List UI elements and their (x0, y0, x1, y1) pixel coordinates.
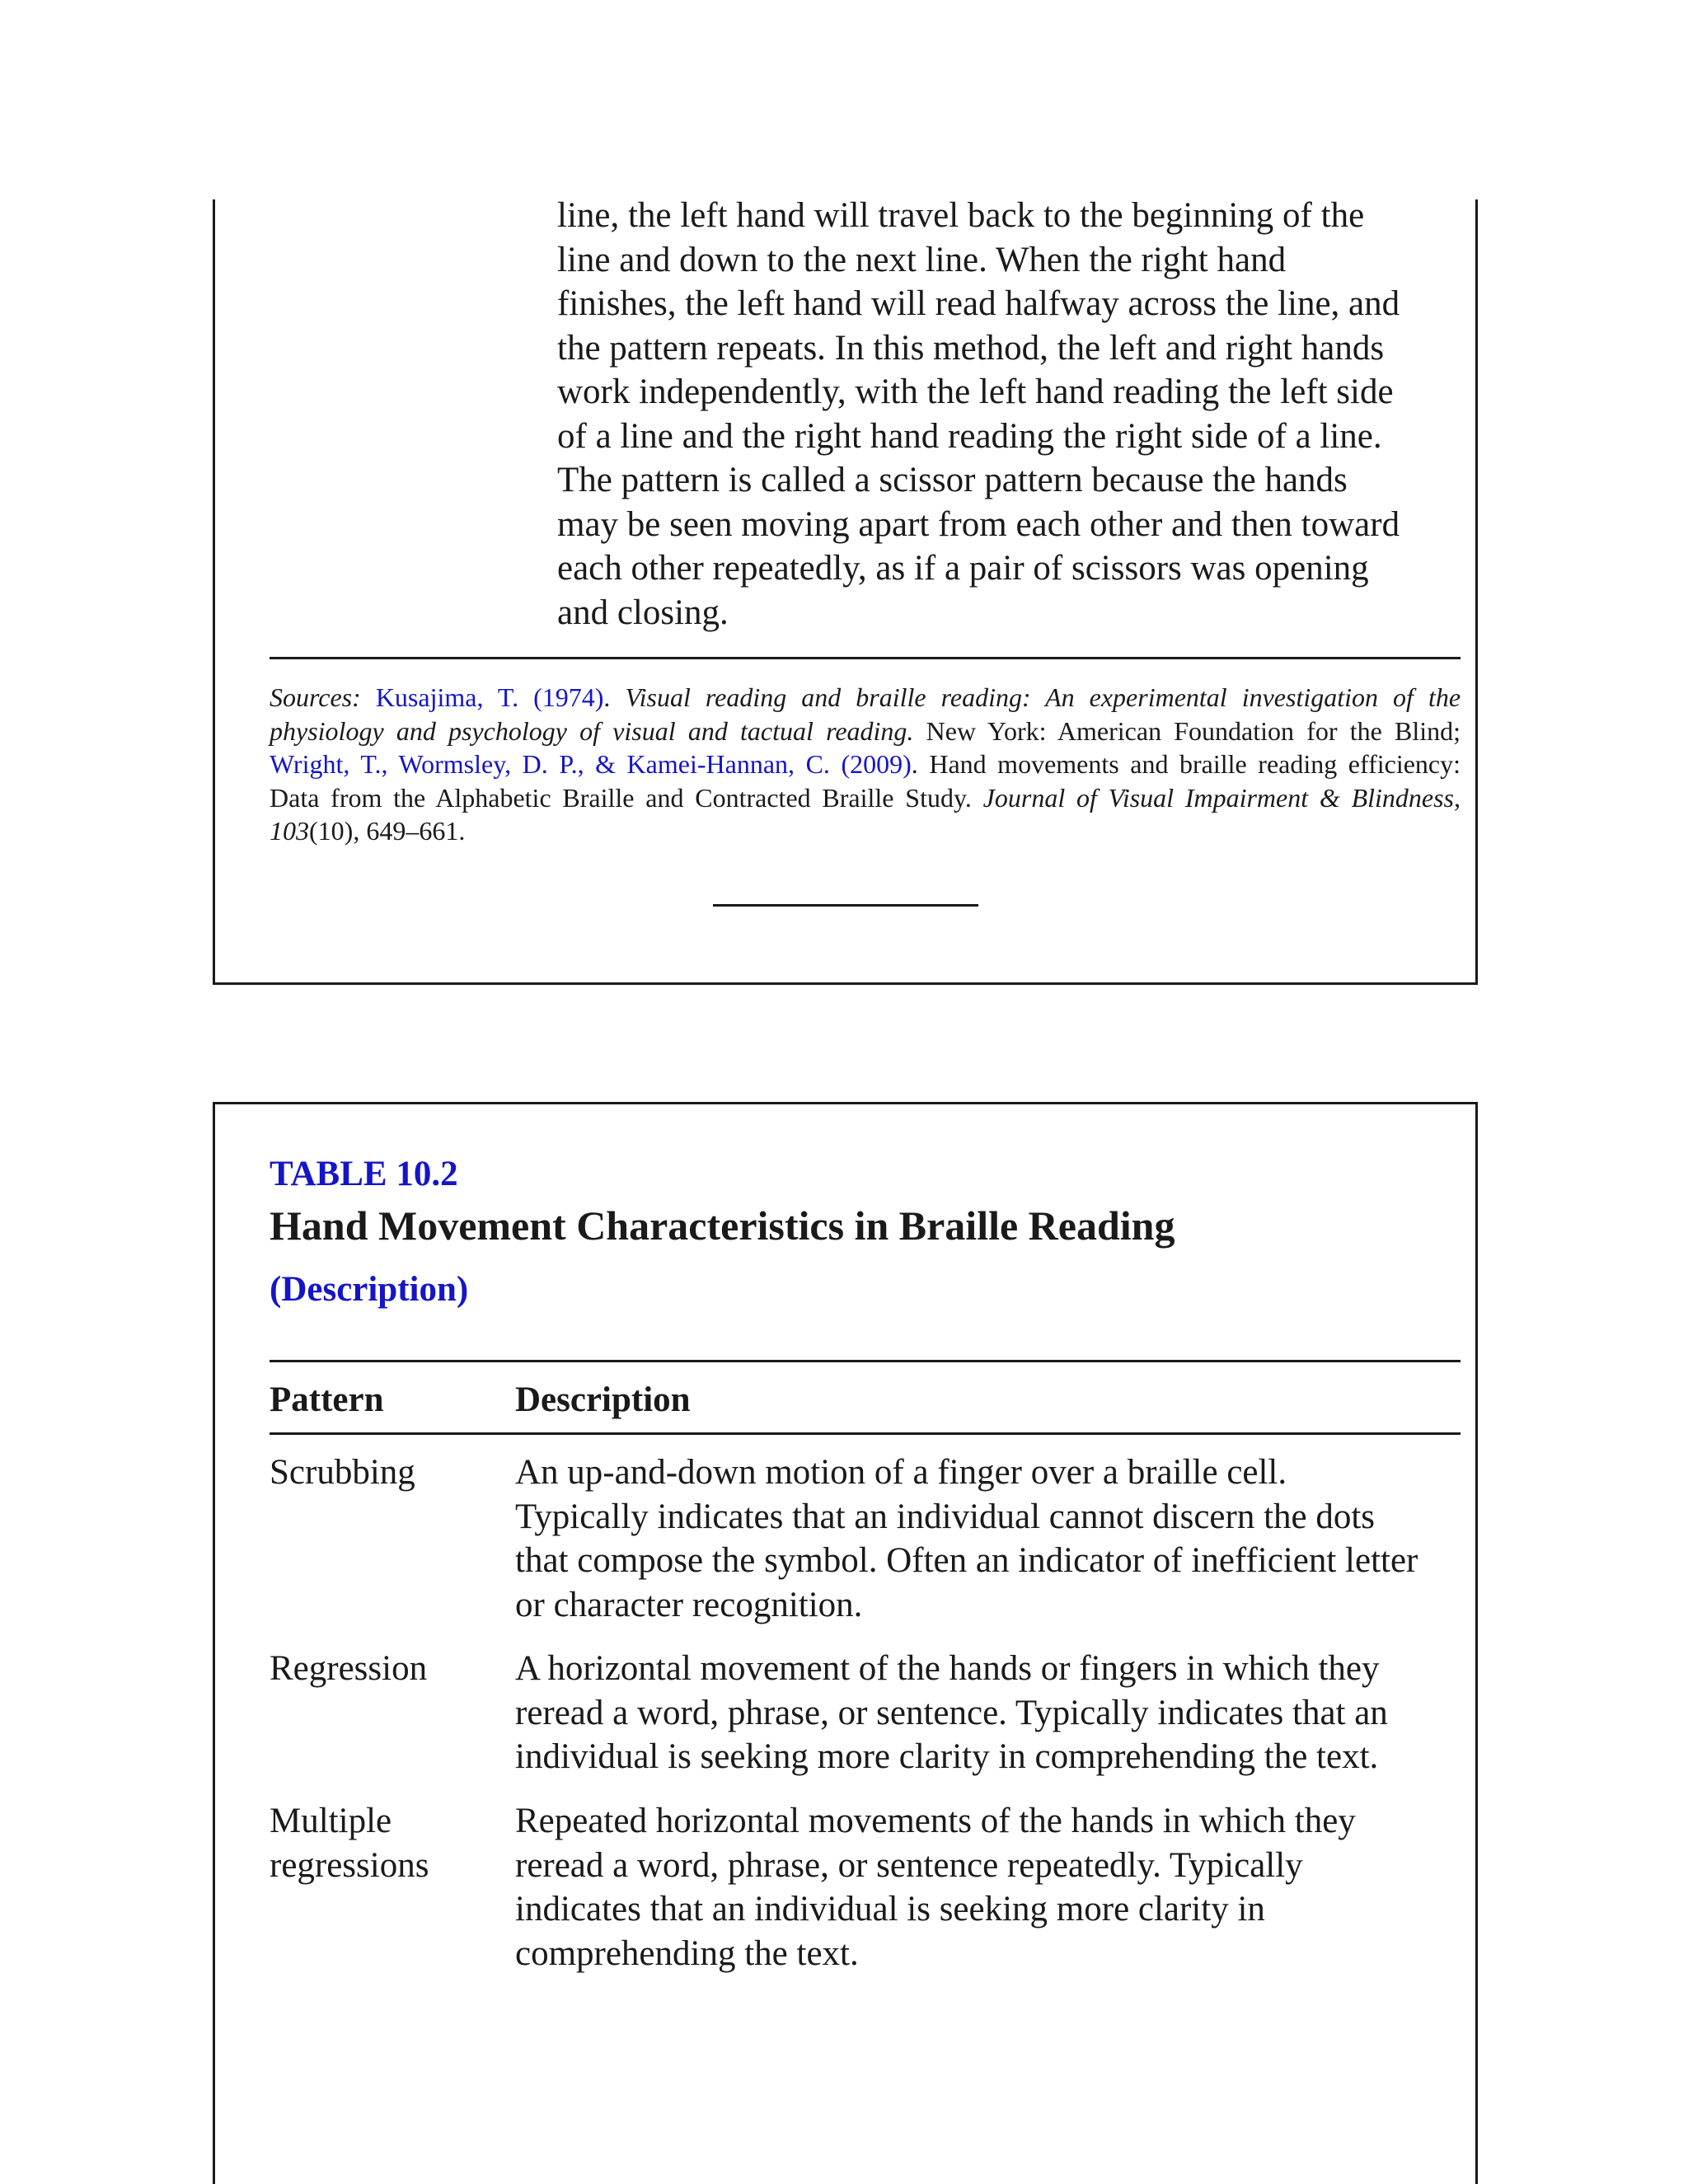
ref2-journal: Journal of Visual Impairment & Blindness, (982, 782, 1461, 813)
description-cell (515, 1799, 1463, 1975)
description-line: individual is seeking more clarity in comprehending the text. (515, 1737, 1379, 1776)
continued-line: The pattern is called a scissor pattern because the hands (557, 461, 1348, 499)
ref2-title-b: Data from the Alphabetic Braille and Contracted Braille Study. (270, 782, 972, 813)
continued-line: of a line and the right hand reading the right side of a line. (557, 416, 1382, 456)
sources-divider (270, 657, 1461, 659)
description-line: Typically indicates that an individual cannot discern the dots (515, 1497, 1376, 1536)
continued-line: the pattern repeats. In this method, the left and right hands (557, 328, 1385, 368)
pattern-line: Multiple (270, 1802, 392, 1840)
description-line: reread a word, phrase, or sentence. Typically indicates that an (515, 1693, 1388, 1732)
pattern-cell: Regression (270, 1649, 428, 1688)
ref2-title-a: Hand movements and braille reading efficiency: (929, 749, 1461, 779)
continued-line: line and down to the next line. When the right hand (557, 240, 1287, 279)
continued-line: each other repeatedly, as if a pair of scissors was opening (557, 549, 1369, 588)
ref2-volume: 103 (270, 816, 309, 846)
table-box (213, 1102, 1478, 2184)
table-title: Hand Movement Characteristics in Braille Reading (270, 1202, 1175, 1249)
ref1-title-b: physiology and psychology of visual and tactual reading. (270, 715, 914, 746)
sources-line (270, 715, 1461, 748)
sources-line (270, 681, 1461, 715)
description-line: that compose the symbol. Often an indicator of inefficient letter (515, 1541, 1418, 1580)
ref1-period: . (603, 682, 611, 712)
sources-line (270, 814, 1461, 848)
column-header-pattern: Pattern (270, 1380, 384, 1419)
description-cell (515, 1647, 1463, 1779)
continued-line: may be seen moving apart from each other and then toward (557, 504, 1400, 544)
sources-line (270, 748, 1461, 781)
description-line: or character recognition. (515, 1585, 863, 1624)
continued-paragraph (557, 194, 1447, 635)
description-line: Repeated horizontal movements of the hands in which they (515, 1802, 1356, 1840)
continued-line: work independently, with the left hand reading the left side (557, 373, 1394, 411)
pattern-line: regressions (270, 1845, 429, 1885)
column-header-description: Description (515, 1380, 691, 1419)
table-label: TABLE 10.2 (270, 1155, 458, 1193)
description-line: A horizontal movement of the hands or fingers in which they (515, 1649, 1380, 1688)
description-line: comprehending the text. (515, 1933, 859, 1973)
description-line: reread a word, phrase, or sentence repeatedly. Typically (515, 1845, 1303, 1885)
sources-line (270, 781, 1461, 815)
table-header-bottom-rule (270, 1432, 1461, 1435)
ref1-title-a: Visual reading and braille reading: An experimental investigation of the (625, 682, 1461, 712)
reference-link-wright[interactable]: Wright, T., Wormsley, D. P., & Kamei-Hannan, C. (2009) (270, 749, 912, 779)
section-end-rule (713, 904, 978, 907)
ref2-period: . (911, 749, 918, 779)
sources-note (270, 681, 1461, 848)
ref1-publisher: New York: American Foundation for the Blind; (926, 715, 1461, 746)
continued-line: finishes, the left hand will read halfway across the line, and (557, 284, 1400, 323)
table-header-top-rule (270, 1360, 1461, 1362)
pattern-cell (270, 1799, 500, 1887)
pattern-cell: Scrubbing (270, 1453, 415, 1492)
continued-line: line, the left hand will travel back to the beginning of the (557, 196, 1365, 235)
reference-link-kusajima[interactable]: Kusajima, T. (1974) (375, 682, 604, 712)
description-cell (515, 1451, 1463, 1627)
sources-label: Sources: (270, 682, 361, 712)
continued-box (213, 196, 1478, 985)
description-line: An up-and-down motion of a finger over a braille cell. (515, 1453, 1287, 1492)
ref2-issue-pages: (10), 649–661. (309, 816, 466, 846)
table-description-link[interactable]: (Description) (270, 1270, 469, 1309)
continued-line: and closing. (557, 593, 729, 632)
description-line: indicates that an individual is seeking more clarity in (515, 1890, 1265, 1929)
